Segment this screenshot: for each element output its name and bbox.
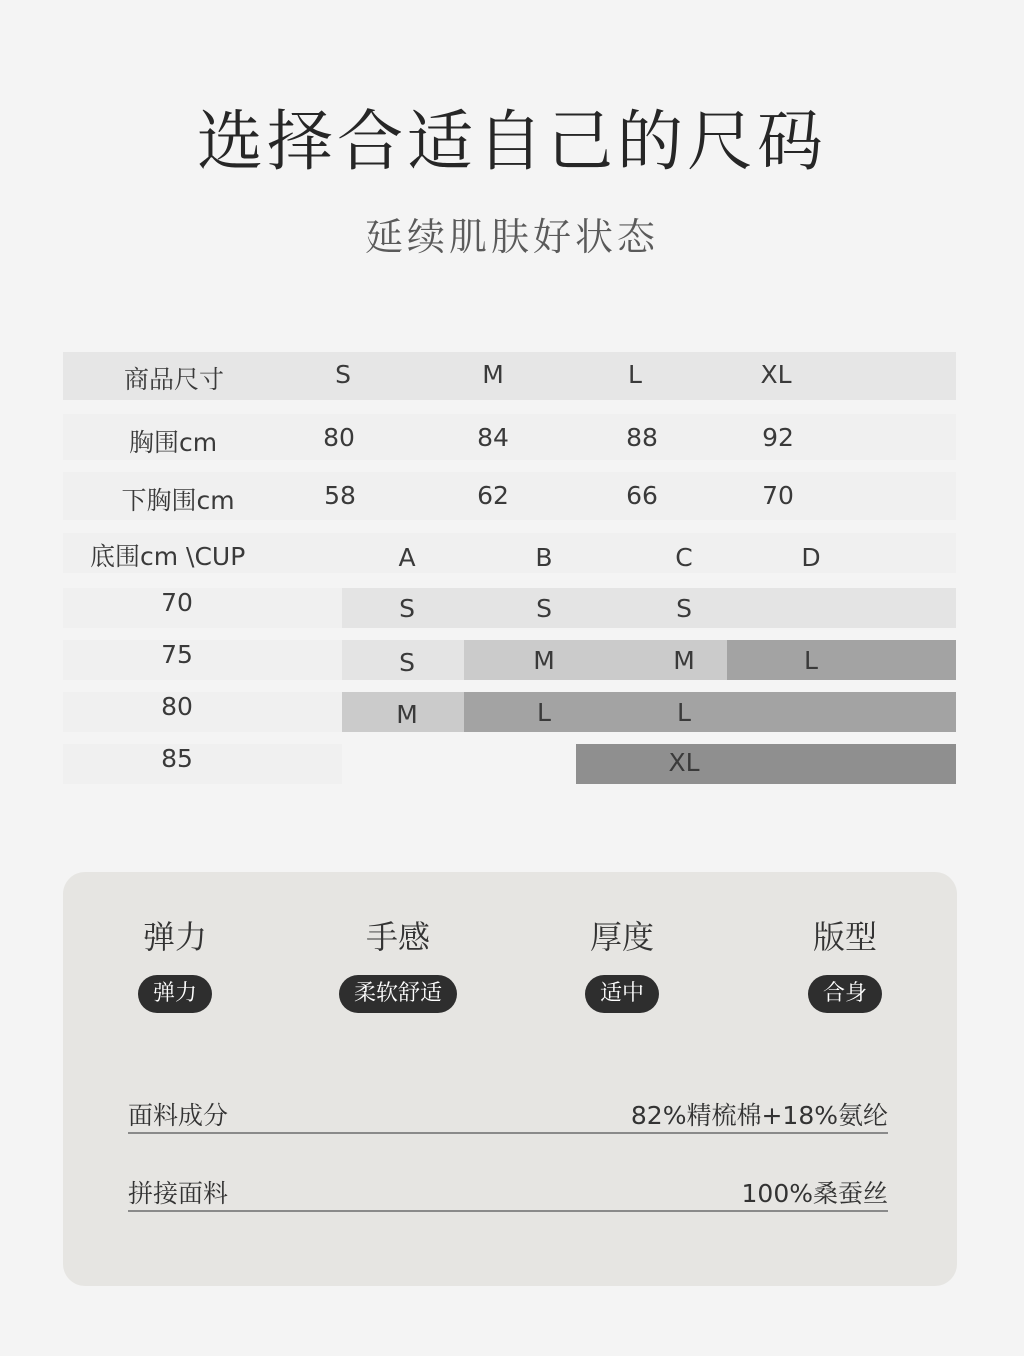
cell-value: 66 [626, 481, 658, 510]
attr-pill-thickness: 适中 [585, 975, 659, 1013]
band-label-cell [63, 588, 342, 628]
cup-size: S [676, 594, 692, 623]
band-label: 85 [161, 744, 193, 773]
size-band-s [342, 588, 956, 628]
cup-size: S [399, 594, 415, 623]
cup-size: M [396, 700, 418, 729]
table-row-underbust [63, 472, 956, 520]
page-subtitle: 延续肌肤好状态 [364, 215, 659, 259]
fabric-label: 拼接面料 [128, 1179, 229, 1208]
band-label: 75 [161, 640, 193, 669]
band-label-cell [63, 744, 342, 784]
fabric-value: 100%桑蚕丝 [741, 1179, 888, 1208]
cup-table-header [63, 533, 956, 573]
row-label: 下胸围cm [121, 486, 235, 515]
fabric-value: 82%精梳棉+18%氨纶 [630, 1101, 888, 1130]
fabric-label: 面料成分 [128, 1101, 229, 1130]
cup-size: M [673, 646, 695, 675]
cell-value: 84 [477, 423, 509, 452]
band-label-cell [63, 640, 342, 680]
cup-size: XL [668, 748, 700, 777]
page-title: 选择合适自己的尺码 [197, 103, 827, 180]
size-band-l [727, 640, 956, 680]
cup-size: L [677, 698, 691, 727]
cell-value: 88 [626, 423, 658, 452]
cell-value: 80 [323, 423, 355, 452]
cup-size: L [804, 646, 818, 675]
attr-title-fit: 版型 [812, 918, 878, 956]
table-row-band-70 [63, 588, 956, 628]
size-band-xl [576, 744, 956, 784]
table-row-band-75 [63, 640, 956, 680]
cup-corner-label: 底围cm \CUP [90, 542, 246, 571]
band-label: 80 [161, 692, 193, 721]
fabric-row [128, 1092, 888, 1134]
band-label: 70 [161, 588, 193, 617]
size-header-xl: XL [760, 360, 792, 389]
table-row-band-85 [63, 744, 956, 784]
cup-header-d: D [801, 543, 821, 572]
cup-size: M [533, 646, 555, 675]
size-header-label: 商品尺寸 [123, 365, 225, 394]
band-label-cell [63, 692, 342, 732]
cup-header-b: B [535, 543, 553, 572]
cell-value: 58 [324, 481, 356, 510]
cup-size: S [399, 648, 415, 677]
attr-title-feel: 手感 [365, 918, 431, 956]
cup-size: S [536, 594, 552, 623]
cell-value: 92 [762, 423, 794, 452]
size-header-m: M [482, 360, 504, 389]
cup-header-a: A [398, 543, 416, 572]
cup-size: L [537, 698, 551, 727]
product-attributes-card [63, 872, 957, 1286]
attr-title-elasticity: 弹力 [142, 918, 208, 956]
attr-title-thickness: 厚度 [589, 918, 655, 956]
row-label: 胸围cm [128, 428, 218, 457]
size-table-header [63, 352, 956, 400]
cell-value: 70 [762, 481, 794, 510]
table-row-band-80 [63, 692, 956, 732]
size-header-l: L [628, 360, 642, 389]
cell-value: 62 [477, 481, 509, 510]
cup-header-c: C [675, 543, 693, 572]
attr-pill-elasticity: 弹力 [138, 975, 212, 1013]
table-row-bust [63, 414, 956, 460]
attr-pill-feel: 柔软舒适 [339, 975, 457, 1013]
fabric-row [128, 1170, 888, 1212]
size-header-s: S [335, 360, 351, 389]
attr-pill-fit: 合身 [808, 975, 882, 1013]
